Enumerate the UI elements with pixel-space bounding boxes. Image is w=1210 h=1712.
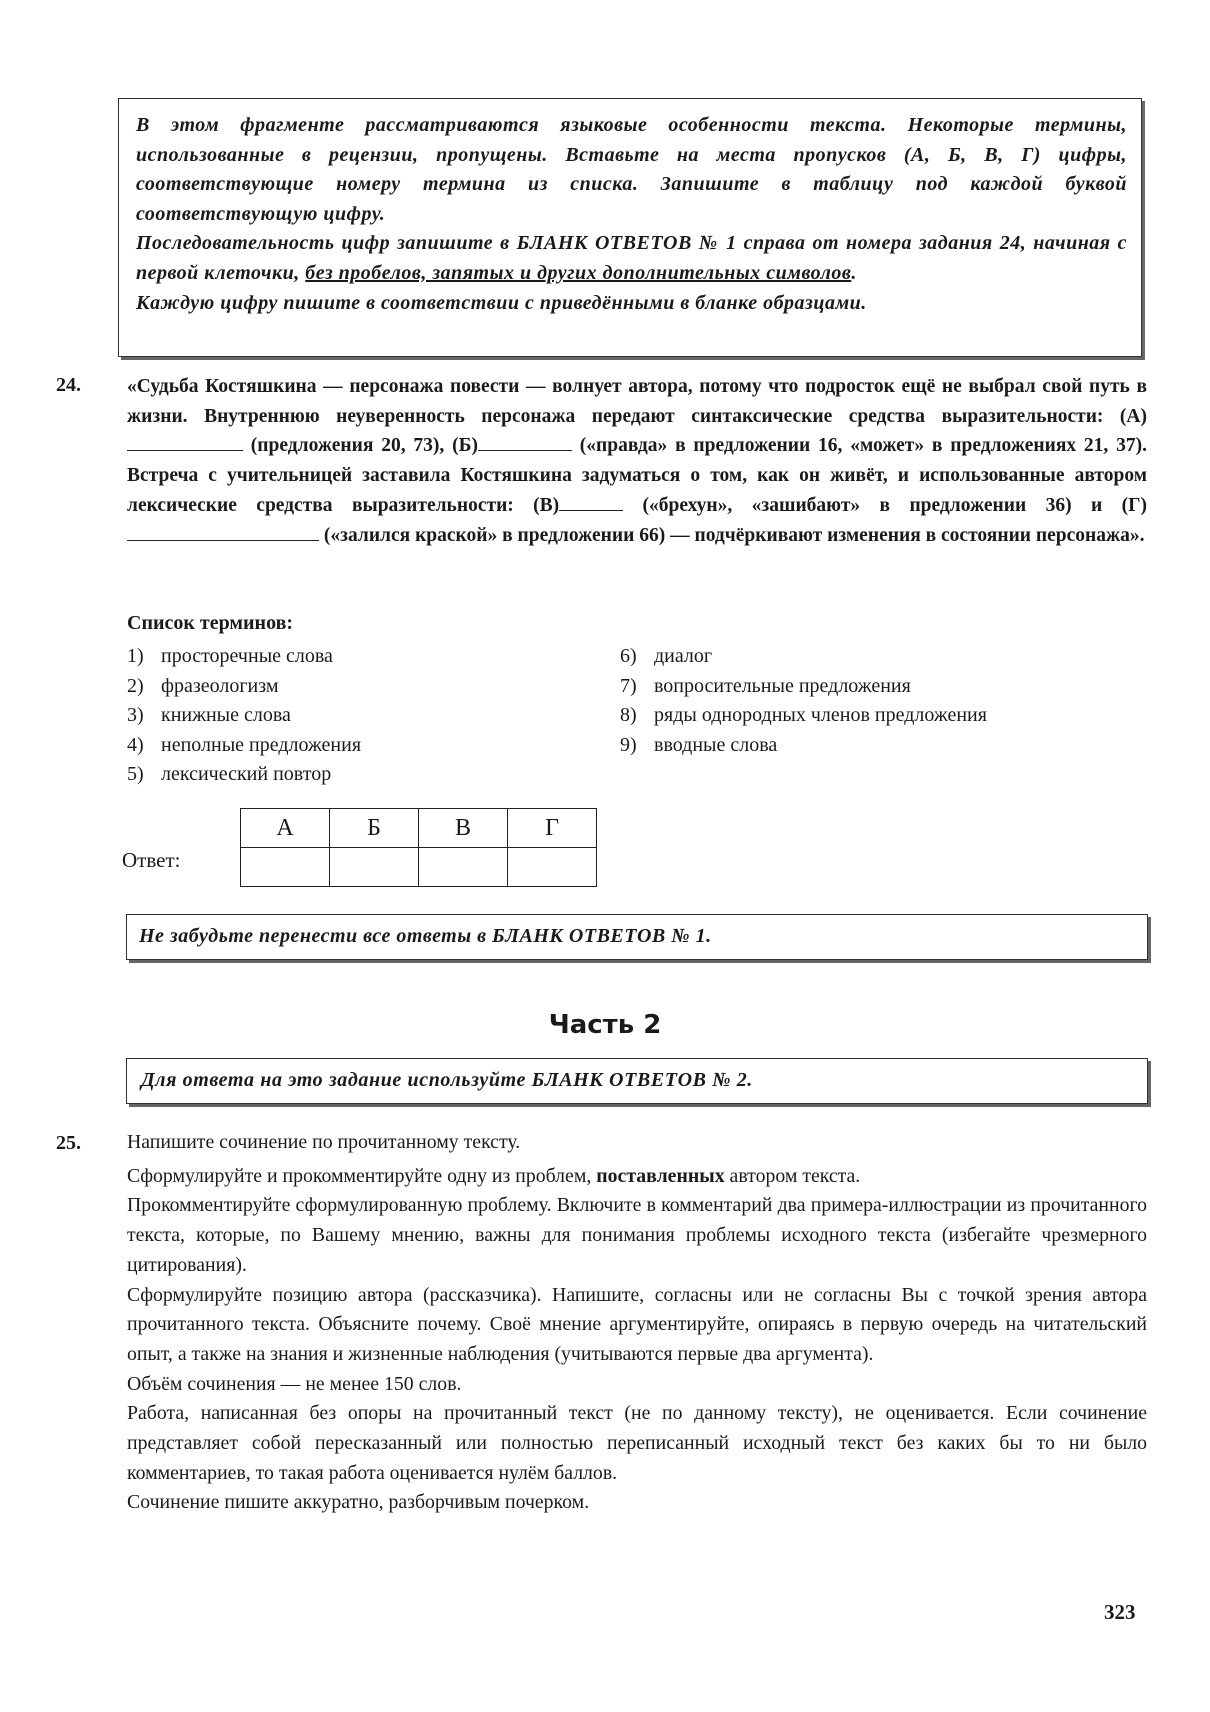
instructions-underlined-text: без пробелов, запятых и других дополнительных символов [305,261,852,284]
term-item [127,672,361,702]
instructions-box [118,98,1142,357]
task-25-paragraph-5: Объём сочинения — не менее 150 слов. [127,1372,462,1395]
task-24-number: 24. [56,374,81,396]
answer-cell-a[interactable] [241,848,330,887]
term-item [127,701,361,731]
term-number: 4) [127,733,144,756]
term-text: диалог [654,645,713,667]
task-24-seg4: («брехун», «зашибают» в предложении 36) и (Г) [623,494,1147,516]
answer-label: Ответ: [122,848,181,872]
task-24-text [127,372,1147,550]
term-text: ряды однородных членов предложения [654,704,987,727]
term-number: 2) [127,674,144,697]
blank-b [478,432,572,451]
term-text: неполные предложения [161,733,362,756]
answer-header-row [241,809,597,848]
instructions-text-end: . [851,261,857,284]
term-item [620,672,987,702]
answer-input-row [241,848,597,887]
task-24-seg1: «Судьба Костяшкина — персонажа повести — волнует автора, потому что подросток ещё не выбрал свой путь в жизни. Внутреннюю неуверенность персонажа передают синтаксические средства выразительности: (А) [127,376,1147,427]
task-25-paragraph-4: Сформулируйте позицию автора (рассказчика). Напишите, согласны или не согласны Вы с точкой зрения автора прочитанного текста. Объясните почему. Своё мнение аргументируйте, опираясь в первую очередь на читательский опыт, а также на знания и жизненные наблюдения (учитываются первые два аргумента). [127,1283,1147,1365]
reminder-box: Не забудьте перенести все ответы в БЛАНК ОТВЕТОВ № 1. [126,914,1148,960]
task-25-paragraph-2 [127,1162,1147,1192]
term-text: фразеологизм [161,674,279,697]
answer-cell-b[interactable] [330,848,419,887]
task-25-paragraph-7: Сочинение пишите аккуратно, разборчивым почерком. [127,1491,590,1514]
blank-g [127,522,319,541]
task-25-text-end: автором текста. [724,1164,861,1187]
term-item [620,731,987,761]
part-2-title: Часть 2 [548,1010,662,1040]
term-item [620,701,987,731]
term-text: лексический повтор [161,763,332,786]
term-item [127,731,361,761]
task-25-bold-text: поставленных [596,1164,725,1187]
instructions-paragraph-1: В этом фрагменте рассматриваются языковые особенности текста. Некоторые термины, использованные в рецензии, пропущены. Вставьте на места пропусков (А, Б, В, Г) цифры, соответствующие номеру термина из списка. Запишите в таблицу под каждой буквой соответствующую цифру. [136,114,1127,225]
task-24-seg3: («правда» в предложении 16, «может» в предложениях 21, 37). Встреча с учительницей заставила Костяшкина задуматься о том, как он живёт, и использованные автором лексические средства выразительности: (В) [127,435,1147,516]
term-text: просторечные слова [161,645,333,667]
task-25-body [127,1128,1147,1518]
term-number: 5) [127,763,144,786]
term-item [620,642,987,672]
term-number: 9) [620,733,637,756]
term-number: 3) [127,704,144,727]
term-number: 1) [127,645,144,667]
answer-header-v: В [419,809,508,848]
term-item [127,642,361,672]
task-25-number: 25. [56,1132,81,1154]
blank-a [127,432,243,451]
term-text: вопросительные предложения [654,674,911,697]
answer-cell-v[interactable] [419,848,508,887]
part-2-instruction-box: Для ответа на это задание используйте БЛАНК ОТВЕТОВ № 2. [126,1058,1148,1104]
term-number: 7) [620,674,637,697]
blank-v [559,492,623,511]
answer-header-g: Г [508,809,597,848]
answer-table [240,808,597,887]
answer-cell-g[interactable] [508,848,597,887]
terms-list-title: Список терминов: [127,612,294,634]
instructions-paragraph-2 [136,229,1127,288]
answer-header-a: А [241,809,330,848]
term-item [127,760,361,790]
task-25-text: Сформулируйте и прокомментируйте одну из проблем, [127,1164,597,1187]
answer-header-b: Б [330,809,419,848]
page-number: 323 [1104,1600,1136,1624]
task-25-paragraph-6: Работа, написанная без опоры на прочитанный текст (не по данному тексту), не оценивается. Если сочинение представляет собой пересказанный или полностью переписанный исходный текст без каких бы то ни было комментариев, то такая работа оценивается нулём баллов. [127,1402,1147,1484]
term-number: 8) [620,704,637,727]
term-text: вводные слова [654,733,778,756]
task-24-seg2: (предложения 20, 73), (Б) [243,435,478,457]
term-text: книжные слова [161,704,291,727]
task-24-seg5: («залился краской» в предложении 66) — подчёркивают изменения в состоянии персонажа». [319,524,1145,546]
task-25-paragraph-3: Прокомментируйте сформулированную проблему. Включите в комментарий два примера-иллюстрации из прочитанного текста, которые, по Вашему мнению, важны для понимания проблемы исходного текста (избегайте чрезмерного цитирования). [127,1194,1147,1276]
term-number: 6) [620,645,637,667]
instructions-text: Последовательность цифр запишите в БЛАНК ОТВЕТОВ № 1 справа от номера задания 24, начиная с первой клеточки, [136,232,1127,284]
task-25-paragraph-1: Напишите сочинение по прочитанному тексту. [127,1131,521,1153]
instructions-paragraph-3: Каждую цифру пишите в соответствии с приведёнными в бланке образцами. [136,291,867,314]
terms-list-left [127,642,361,790]
terms-list-right [620,642,987,760]
